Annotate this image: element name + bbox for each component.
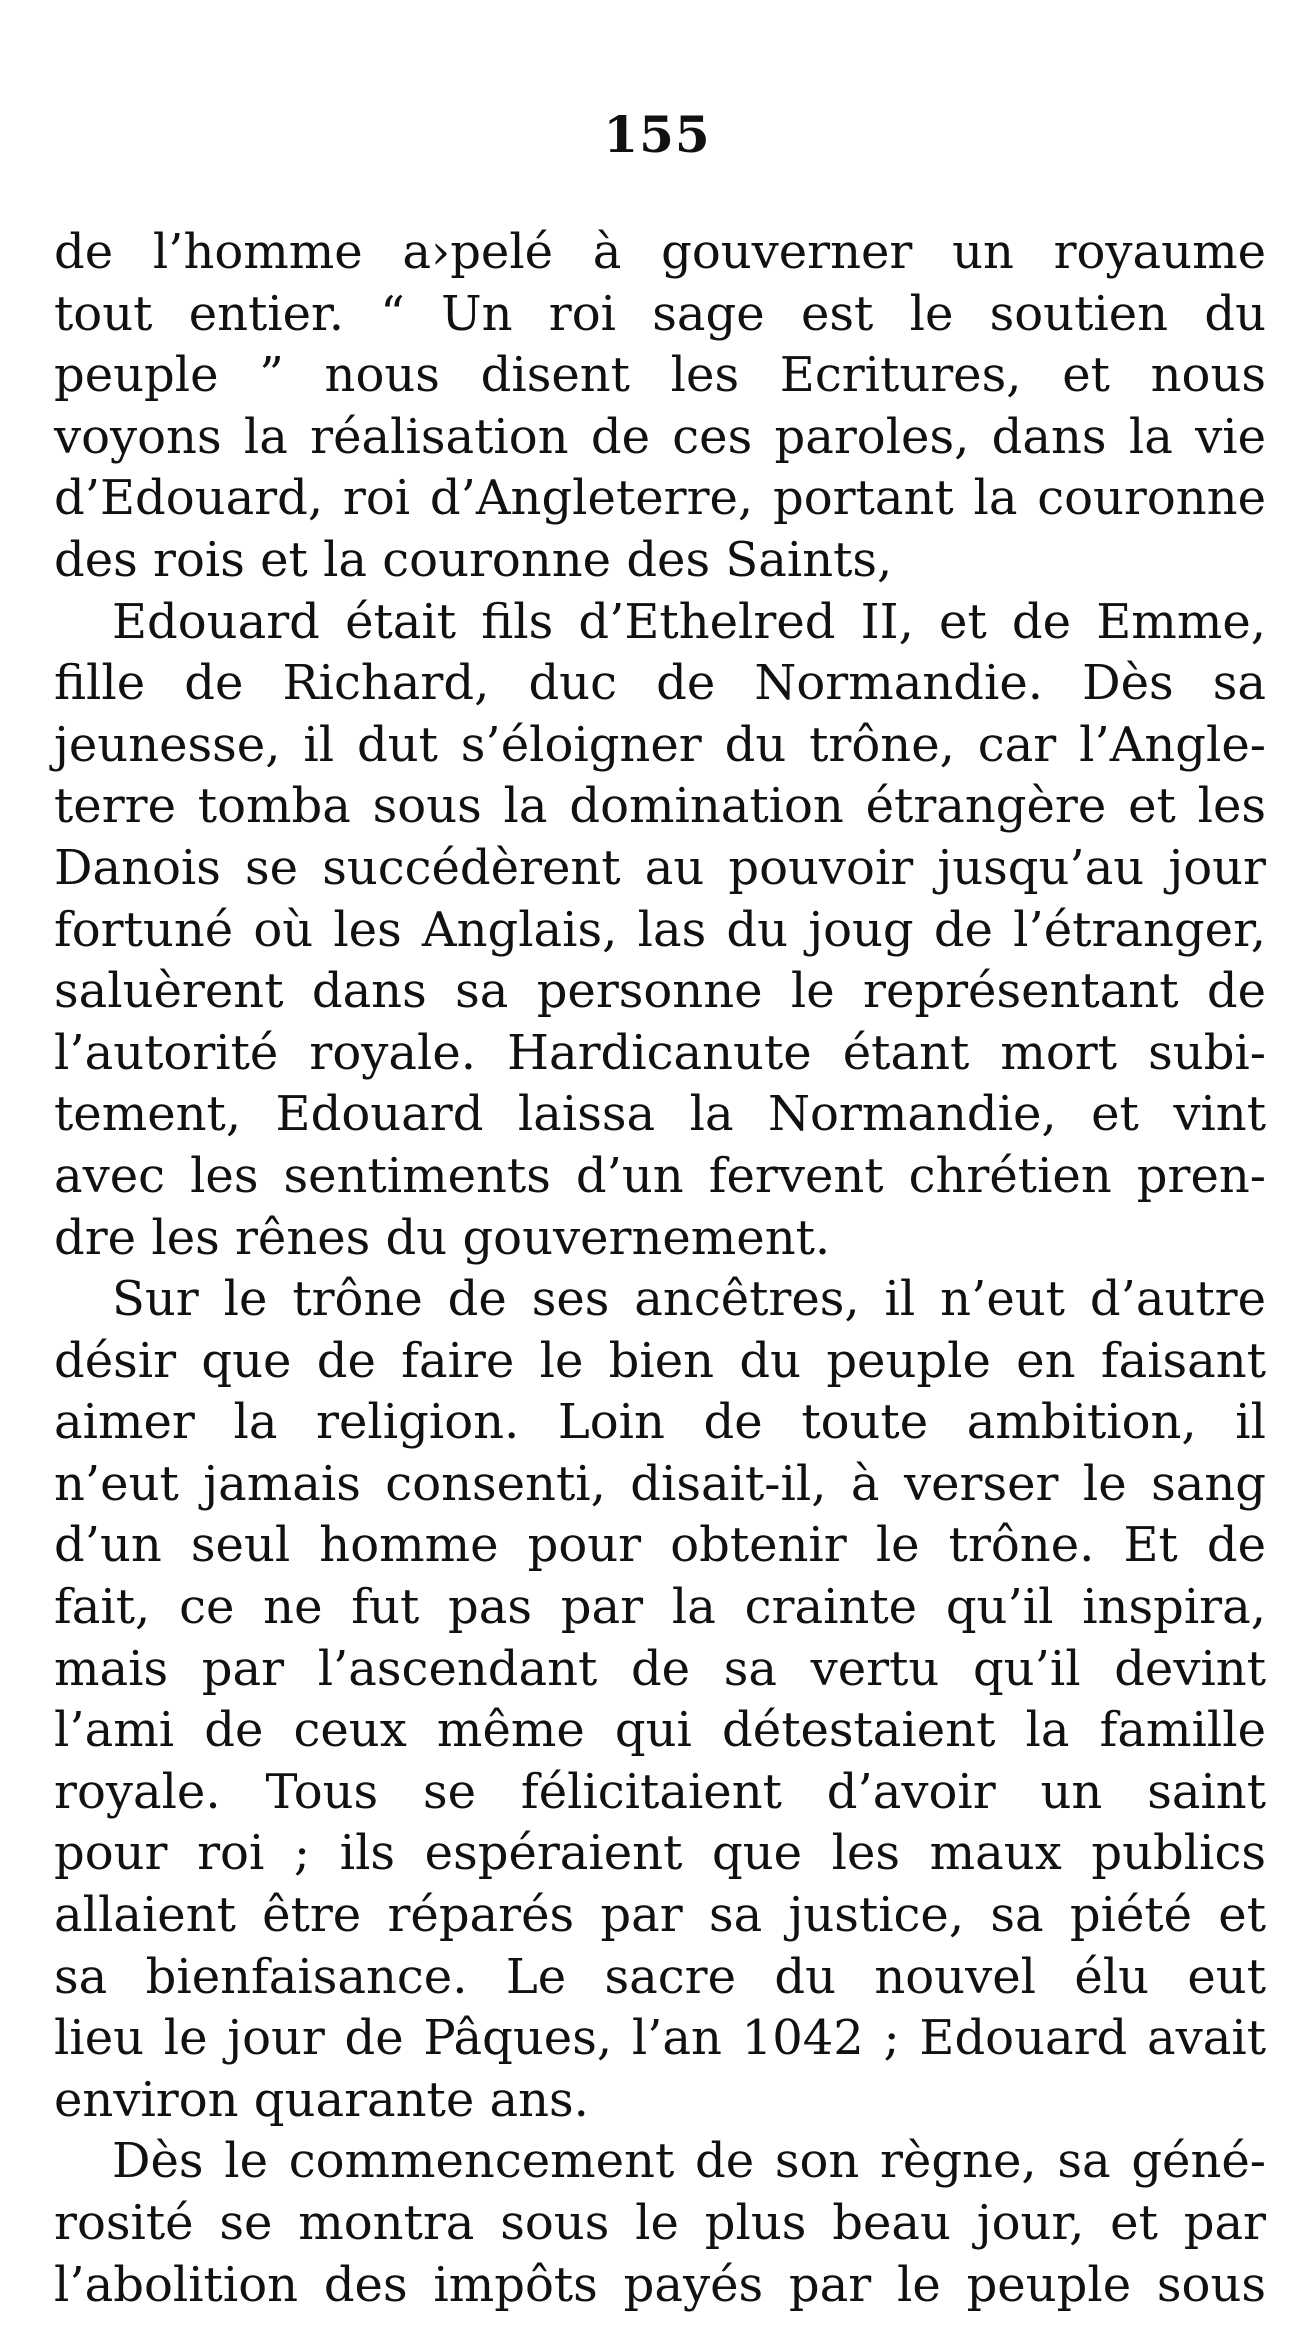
text-line: tement, Edouard laissa la Normandie, et vint bbox=[54, 1086, 1266, 1143]
text-line: jeunesse, il dut s’éloigner du trône, car l’Angle- bbox=[54, 716, 1266, 773]
text-line: d’un seul homme pour obtenir le trône. Et de bbox=[54, 1517, 1266, 1574]
text-line: de l’homme a›pelé à gouverner un royaume bbox=[54, 224, 1266, 280]
text-line: Danois se succédèrent au pouvoir jusqu’au jour bbox=[54, 839, 1266, 896]
paragraph-start-line: Dès le commencement de son règne, sa géné- bbox=[112, 2133, 1266, 2190]
text-line: fortuné où les Anglais, las du joug de l’étranger, bbox=[54, 901, 1266, 958]
text-line: dre les rênes du gouvernement. bbox=[54, 1209, 831, 1266]
text-line: terre tomba sous la domination étrangère et les bbox=[54, 778, 1266, 835]
text-line: royale. Tous se félicitaient d’avoir un saint bbox=[54, 1763, 1266, 1820]
text-line: aimer la religion. Loin de toute ambition, il bbox=[54, 1394, 1266, 1451]
text-line: des rois et la couronne des Saints, bbox=[54, 531, 893, 588]
text-line: mais par l’ascendant de sa vertu qu’il devint bbox=[54, 1640, 1266, 1697]
text-line: désir que de faire le bien du peuple en faisant bbox=[54, 1332, 1266, 1389]
paragraph-start-line: Edouard était fils d’Ethelred II, et de Emme, bbox=[112, 593, 1266, 650]
text-line: n’eut jamais consenti, disait-il, à verser le sang bbox=[54, 1455, 1266, 1512]
text-line: allaient être réparés par sa justice, sa piété et bbox=[54, 1887, 1266, 1944]
text-line: environ quarante ans. bbox=[54, 2071, 589, 2128]
text-line: l’ami de ceux même qui détestaient la famille bbox=[54, 1702, 1266, 1759]
text-line: d’Edouard, roi d’Angleterre, portant la couronne bbox=[54, 470, 1266, 527]
text-line: fille de Richard, duc de Normandie. Dès sa bbox=[54, 655, 1266, 712]
text-line: lieu le jour de Pâques, l’an 1042 ; Edouard avait bbox=[54, 2010, 1266, 2067]
text-line: sa bienfaisance. Le sacre du nouvel élu eut bbox=[54, 1948, 1266, 2005]
text-line: l’abolition des impôts payés par le peuple sous bbox=[54, 2256, 1266, 2313]
text-line: fait, ce ne fut pas par la crainte qu’il inspira, bbox=[54, 1579, 1266, 1636]
body-text bbox=[54, 222, 1266, 2316]
text-line: tout entier. “ Un roi sage est le soutien du bbox=[54, 285, 1266, 342]
text-line: voyons la réalisation de ces paroles, dans la vie bbox=[54, 408, 1266, 465]
text-line: peuple ” nous disent les Ecritures, et nous bbox=[54, 347, 1266, 404]
text-line: l’autorité royale. Hardicanute étant mort subi- bbox=[54, 1024, 1266, 1081]
text-line: avec les sentiments d’un fervent chrétien pren- bbox=[54, 1147, 1266, 1204]
text-line: pour roi ; ils espéraient que les maux publics bbox=[54, 1825, 1266, 1882]
page-number: 155 bbox=[603, 105, 711, 164]
text-line: saluèrent dans sa personne le représentant de bbox=[54, 963, 1266, 1020]
paragraph-start-line: Sur le trône de ses ancêtres, il n’eut d’autre bbox=[112, 1271, 1266, 1328]
text-line: rosité se montra sous le plus beau jour, et par bbox=[54, 2195, 1266, 2251]
